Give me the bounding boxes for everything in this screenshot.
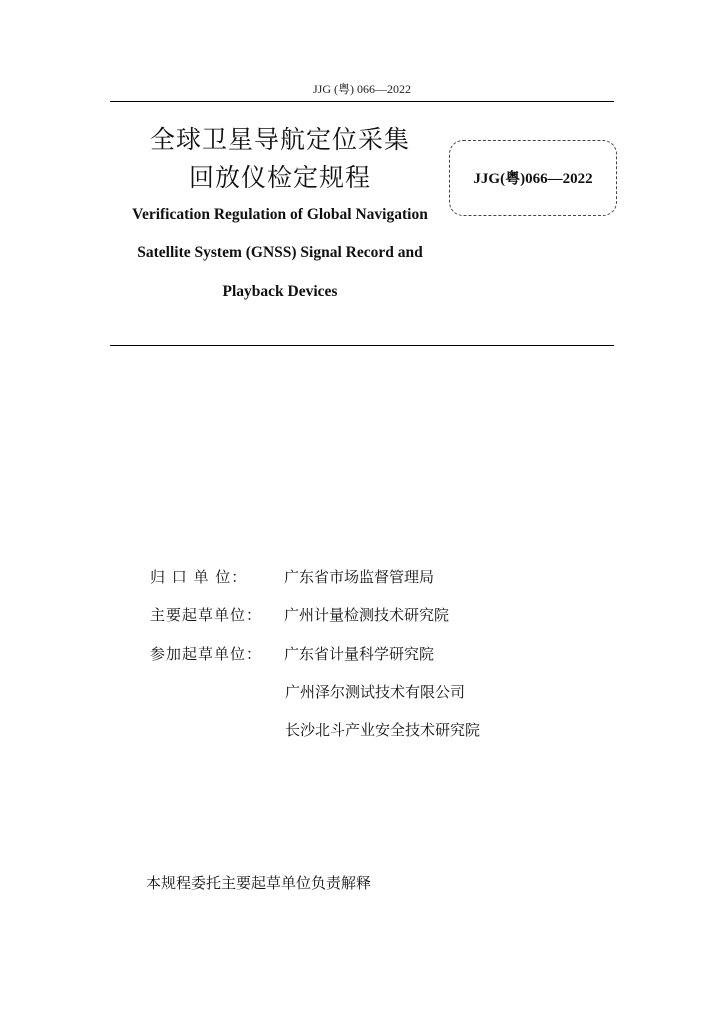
participant-unit-value: 长沙北斗产业安全技术研究院 xyxy=(285,721,481,739)
top-divider xyxy=(110,101,614,102)
responsible-unit-row xyxy=(150,566,434,587)
participant-unit-value: 广州泽尔测试技术有限公司 xyxy=(285,683,466,701)
main-drafter-row xyxy=(150,604,449,625)
main-drafter-label: 主要起草单位： xyxy=(150,606,263,624)
standard-code-box-text: JJG(粤)066—2022 xyxy=(473,171,593,187)
standard-code-box xyxy=(449,140,617,216)
title-chinese-line-2: 回放仪检定规程 xyxy=(188,163,371,192)
title-english-line-1: Verification Regulation of Global Navigation xyxy=(132,206,428,223)
interpretation-note: 本规程委托主要起草单位负责解释 xyxy=(146,874,372,892)
title-english-line-2: Satellite System (GNSS) Signal Record and xyxy=(137,244,423,261)
title-english-line-3: Playback Devices xyxy=(222,283,338,300)
main-drafter-value: 广州计量检测技术研究院 xyxy=(284,606,450,624)
participant-unit-label: 参加起草单位： xyxy=(150,645,263,663)
participant-unit-row xyxy=(150,643,434,664)
header-standard-code: JJG (粤) 066—2022 xyxy=(313,82,411,96)
participant-unit-value: 广东省计量科学研究院 xyxy=(284,645,435,663)
title-chinese-line-1: 全球卫星导航定位采集 xyxy=(149,125,410,154)
responsible-unit-value: 广东省市场监督管理局 xyxy=(284,568,435,586)
responsible-unit-label: 归 口 单 位： xyxy=(150,568,248,586)
bottom-divider xyxy=(110,345,614,346)
